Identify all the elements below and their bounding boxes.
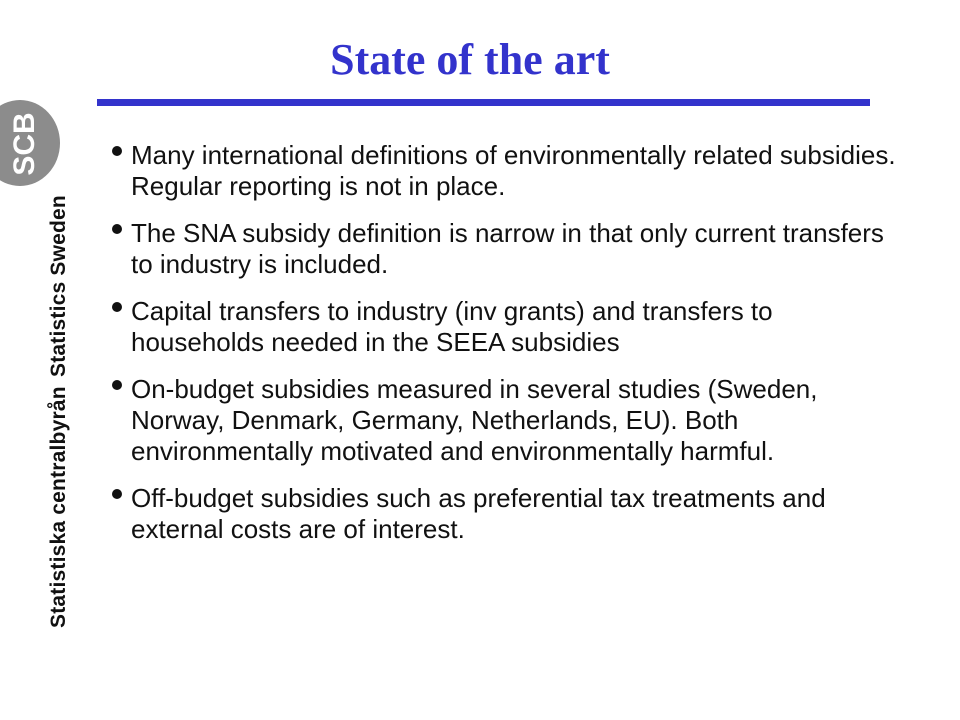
bullet-text: The SNA subsidy definition is narrow in that only current transfers to industry is included.	[131, 218, 884, 279]
scb-logo-text: SCB	[8, 112, 41, 176]
bullet-text: Capital transfers to industry (inv grants) and transfers to households needed in the SEEA subsidies	[131, 296, 773, 357]
slide-title: State of the art	[330, 35, 610, 84]
title-underline	[97, 99, 870, 106]
bullet-dot-icon	[112, 380, 122, 390]
bullet-item	[112, 483, 912, 545]
bullet-item	[112, 218, 912, 280]
bullet-dot-icon	[112, 302, 122, 312]
scb-logo	[0, 100, 62, 186]
bullet-text: On-budget subsidies measured in several studies (Sweden, Norway, Denmark, Germany, Netherlands, EU). Both environmentally motivated and environmentally harmful.	[131, 374, 818, 466]
brand-name-en: Statistics Sweden	[47, 195, 70, 377]
bullet-dot-icon	[112, 489, 122, 499]
bullet-item	[112, 296, 912, 358]
brand-name-sv: Statistiska centralbyrån	[47, 386, 70, 628]
bullet-text: Many international definitions of environmentally related subsidies. Regular reporting is not in place.	[131, 140, 896, 201]
bullet-item	[112, 374, 912, 467]
bullet-list	[112, 140, 912, 561]
bullet-dot-icon	[112, 224, 122, 234]
bullet-text: Off-budget subsidies such as preferential tax treatments and external costs are of interest.	[131, 483, 826, 544]
bullet-item	[112, 140, 912, 202]
bullet-dot-icon	[112, 146, 122, 156]
